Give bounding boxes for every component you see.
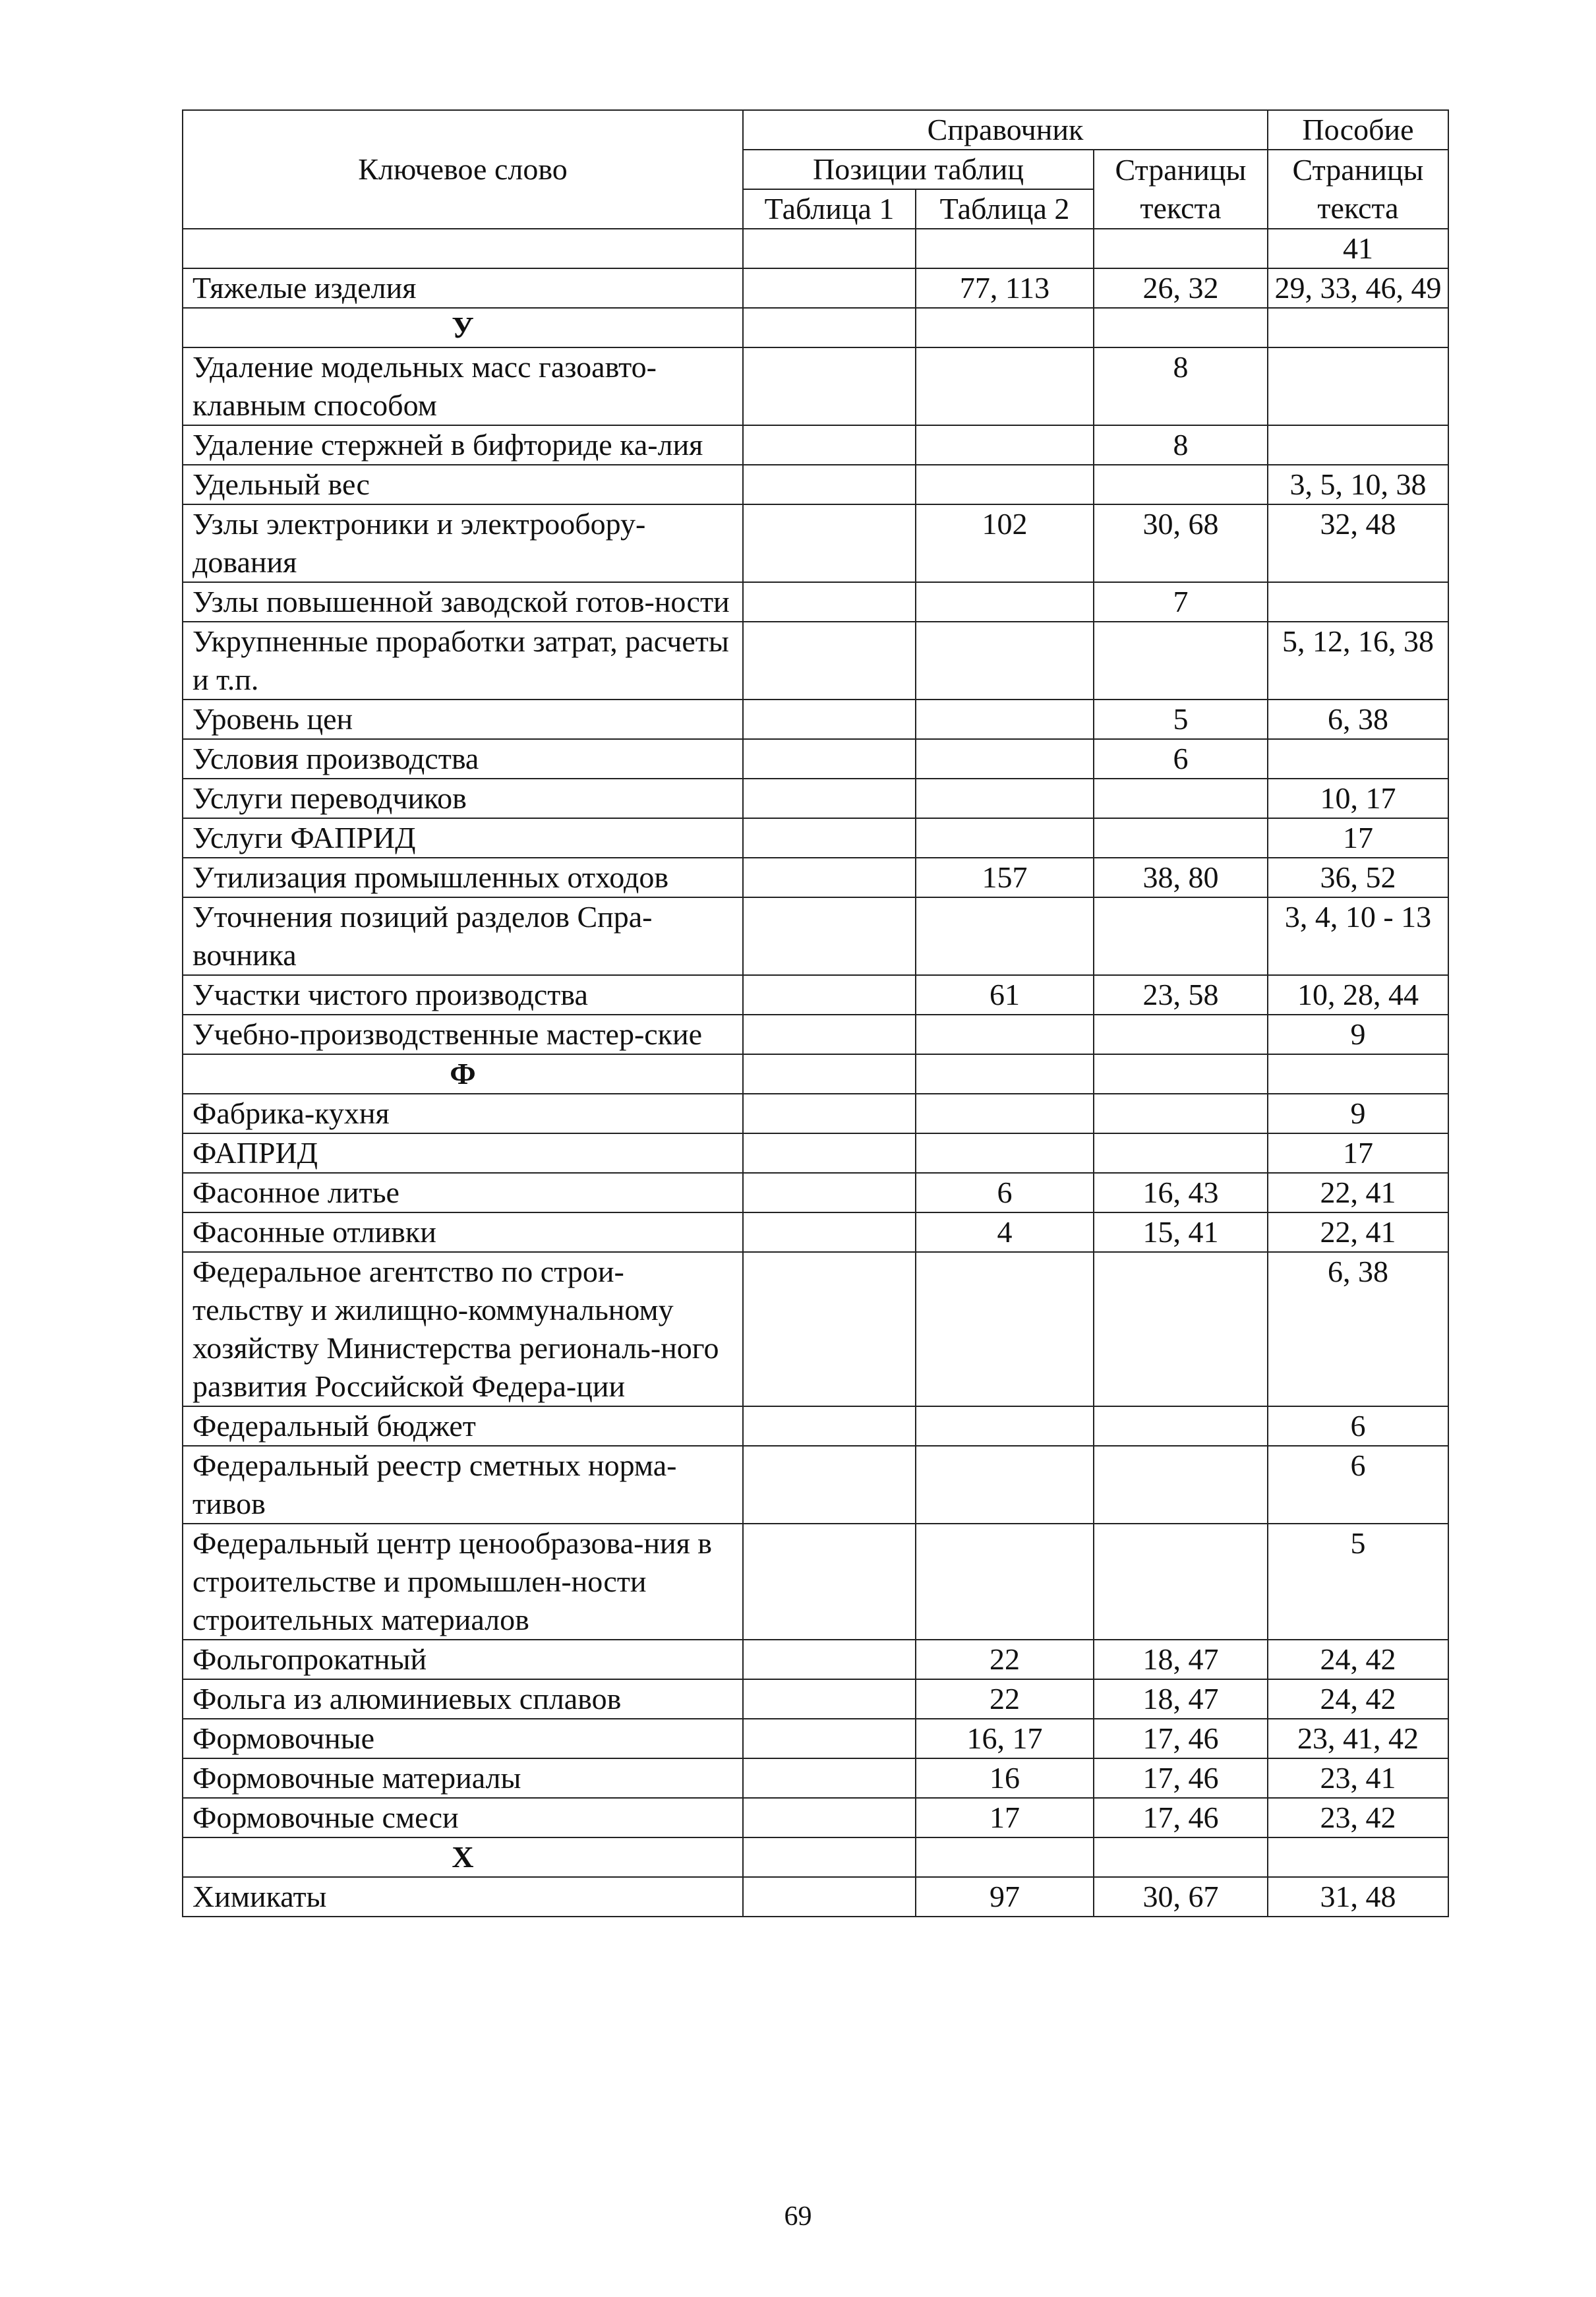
keyword-cell: Формовочные смеси xyxy=(183,1798,743,1837)
table2-cell xyxy=(916,425,1094,465)
table-row xyxy=(183,700,1448,739)
table-row xyxy=(183,622,1448,700)
keyword-cell: Фольгопрокатный xyxy=(183,1640,743,1679)
keyword-cell: Узлы электроники и электрообору-дования xyxy=(183,504,743,582)
ref-pages-cell xyxy=(1094,1094,1268,1133)
table1-cell xyxy=(743,1406,916,1446)
table-row xyxy=(183,582,1448,622)
manual-pages-cell: 41 xyxy=(1268,229,1448,268)
table-row xyxy=(183,229,1448,268)
manual-pages-cell: 22, 41 xyxy=(1268,1212,1448,1252)
ref-pages-cell xyxy=(1094,818,1268,858)
table2-cell xyxy=(916,582,1094,622)
manual-pages-cell xyxy=(1268,425,1448,465)
keyword-cell: Ф xyxy=(183,1054,743,1094)
index-table xyxy=(182,109,1449,1917)
table-row xyxy=(183,897,1448,975)
table1-cell xyxy=(743,1133,916,1173)
keyword-cell: Х xyxy=(183,1837,743,1877)
table2-cell: 102 xyxy=(916,504,1094,582)
ref-pages-cell: 23, 58 xyxy=(1094,975,1268,1015)
keyword-cell: Удаление модельных масс газоавто-клавным способом xyxy=(183,347,743,425)
table2-cell xyxy=(916,465,1094,504)
table-row xyxy=(183,1173,1448,1212)
table1-cell xyxy=(743,1252,916,1406)
table2-cell xyxy=(916,1837,1094,1877)
table2-cell: 17 xyxy=(916,1798,1094,1837)
table-row xyxy=(183,1446,1448,1524)
keyword-cell: Тяжелые изделия xyxy=(183,268,743,308)
header-manual-pages: Страницы текста xyxy=(1268,150,1448,229)
table2-cell xyxy=(916,622,1094,700)
table1-cell xyxy=(743,504,916,582)
table2-cell: 61 xyxy=(916,975,1094,1015)
manual-pages-cell: 10, 28, 44 xyxy=(1268,975,1448,1015)
ref-pages-cell xyxy=(1094,1446,1268,1524)
table2-cell xyxy=(916,1054,1094,1094)
ref-pages-cell xyxy=(1094,1133,1268,1173)
table2-cell: 6 xyxy=(916,1173,1094,1212)
ref-pages-cell: 16, 43 xyxy=(1094,1173,1268,1212)
keyword-cell: Фасонные отливки xyxy=(183,1212,743,1252)
table1-cell xyxy=(743,308,916,347)
manual-pages-cell xyxy=(1268,1837,1448,1877)
table1-cell xyxy=(743,1758,916,1798)
manual-pages-cell: 5, 12, 16, 38 xyxy=(1268,622,1448,700)
keyword-cell: Формовочные материалы xyxy=(183,1758,743,1798)
keyword-cell: Фасонное литье xyxy=(183,1173,743,1212)
manual-pages-cell: 6, 38 xyxy=(1268,700,1448,739)
manual-pages-cell: 17 xyxy=(1268,1133,1448,1173)
table-row xyxy=(183,1758,1448,1798)
table2-cell xyxy=(916,1094,1094,1133)
keyword-cell: Услуги переводчиков xyxy=(183,779,743,818)
table-row xyxy=(183,465,1448,504)
keyword-cell: Федеральный бюджет xyxy=(183,1406,743,1446)
table2-cell xyxy=(916,308,1094,347)
ref-pages-cell xyxy=(1094,1406,1268,1446)
header-table2: Таблица 2 xyxy=(916,189,1094,229)
ref-pages-cell: 7 xyxy=(1094,582,1268,622)
table2-cell xyxy=(916,1133,1094,1173)
keyword-cell: Учебно-производственные мастер-ские xyxy=(183,1015,743,1054)
manual-pages-cell: 17 xyxy=(1268,818,1448,858)
table1-cell xyxy=(743,779,916,818)
manual-pages-cell xyxy=(1268,739,1448,779)
keyword-cell: Уточнения позиций разделов Спра-вочника xyxy=(183,897,743,975)
page-number: 69 xyxy=(784,2201,812,2232)
keyword-cell: Уровень цен xyxy=(183,700,743,739)
manual-pages-cell xyxy=(1268,1054,1448,1094)
manual-pages-cell: 23, 41, 42 xyxy=(1268,1719,1448,1758)
table2-cell xyxy=(916,897,1094,975)
ref-pages-cell: 18, 47 xyxy=(1094,1640,1268,1679)
table-row xyxy=(183,1094,1448,1133)
keyword-cell: Удельный вес xyxy=(183,465,743,504)
header-reference: Справочник xyxy=(743,110,1268,150)
table1-cell xyxy=(743,229,916,268)
table1-cell xyxy=(743,1877,916,1917)
keyword-cell: Формовочные xyxy=(183,1719,743,1758)
table-row xyxy=(183,1877,1448,1917)
ref-pages-cell xyxy=(1094,1054,1268,1094)
keyword-cell: Федеральное агентство по строи-тельству и жилищно-коммунальному хозяйству Министерства региональ-ного развития Российской Федера-ции xyxy=(183,1252,743,1406)
manual-pages-cell: 23, 41 xyxy=(1268,1758,1448,1798)
manual-pages-cell: 24, 42 xyxy=(1268,1679,1448,1719)
ref-pages-cell xyxy=(1094,897,1268,975)
header-keyword: Ключевое слово xyxy=(183,110,743,229)
header-manual: Пособие xyxy=(1268,110,1448,150)
table1-cell xyxy=(743,425,916,465)
table1-cell xyxy=(743,1212,916,1252)
table1-cell xyxy=(743,1837,916,1877)
ref-pages-cell: 18, 47 xyxy=(1094,1679,1268,1719)
table1-cell xyxy=(743,739,916,779)
table2-cell xyxy=(916,1015,1094,1054)
manual-pages-cell: 32, 48 xyxy=(1268,504,1448,582)
table1-cell xyxy=(743,1679,916,1719)
table1-cell xyxy=(743,347,916,425)
section-letter-row xyxy=(183,1837,1448,1877)
table1-cell xyxy=(743,465,916,504)
table1-cell xyxy=(743,268,916,308)
table1-cell xyxy=(743,582,916,622)
table2-cell: 97 xyxy=(916,1877,1094,1917)
manual-pages-cell: 3, 4, 10 - 13 xyxy=(1268,897,1448,975)
keyword-cell: У xyxy=(183,308,743,347)
table-row xyxy=(183,1798,1448,1837)
table1-cell xyxy=(743,1054,916,1094)
keyword-cell: Укрупненные проработки затрат, расчеты и т.п. xyxy=(183,622,743,700)
table1-cell xyxy=(743,1015,916,1054)
ref-pages-cell xyxy=(1094,1015,1268,1054)
table2-cell: 4 xyxy=(916,1212,1094,1252)
table1-cell xyxy=(743,622,916,700)
table2-cell: 16, 17 xyxy=(916,1719,1094,1758)
table2-cell: 22 xyxy=(916,1679,1094,1719)
manual-pages-cell xyxy=(1268,308,1448,347)
keyword-cell: Химикаты xyxy=(183,1877,743,1917)
table-row xyxy=(183,975,1448,1015)
keyword-cell: Участки чистого производства xyxy=(183,975,743,1015)
table1-cell xyxy=(743,700,916,739)
ref-pages-cell: 17, 46 xyxy=(1094,1798,1268,1837)
manual-pages-cell: 5 xyxy=(1268,1524,1448,1640)
ref-pages-cell: 30, 67 xyxy=(1094,1877,1268,1917)
table-row xyxy=(183,425,1448,465)
keyword-cell: Условия производства xyxy=(183,739,743,779)
keyword-cell: Федеральный центр ценообразова-ния в строительстве и промышлен-ности строительных материалов xyxy=(183,1524,743,1640)
table2-cell xyxy=(916,700,1094,739)
manual-pages-cell: 10, 17 xyxy=(1268,779,1448,818)
ref-pages-cell xyxy=(1094,465,1268,504)
manual-pages-cell: 24, 42 xyxy=(1268,1640,1448,1679)
table-row xyxy=(183,1640,1448,1679)
manual-pages-cell: 31, 48 xyxy=(1268,1877,1448,1917)
ref-pages-cell: 17, 46 xyxy=(1094,1719,1268,1758)
table1-cell xyxy=(743,975,916,1015)
header-table1: Таблица 1 xyxy=(743,189,916,229)
table2-cell xyxy=(916,1446,1094,1524)
table-row xyxy=(183,1719,1448,1758)
header-ref-pages: Страницы текста xyxy=(1094,150,1268,229)
ref-pages-cell xyxy=(1094,1252,1268,1406)
keyword-cell: Фабрика-кухня xyxy=(183,1094,743,1133)
keyword-cell: Утилизация промышленных отходов xyxy=(183,858,743,897)
table2-cell xyxy=(916,739,1094,779)
ref-pages-cell xyxy=(1094,1837,1268,1877)
table2-cell xyxy=(916,818,1094,858)
table1-cell xyxy=(743,1094,916,1133)
table-body xyxy=(183,229,1448,1917)
manual-pages-cell: 29, 33, 46, 49 xyxy=(1268,268,1448,308)
keyword-cell: Услуги ФАПРИД xyxy=(183,818,743,858)
table-row xyxy=(183,858,1448,897)
table1-cell xyxy=(743,818,916,858)
manual-pages-cell: 23, 42 xyxy=(1268,1798,1448,1837)
keyword-cell: Фольга из алюминиевых сплавов xyxy=(183,1679,743,1719)
table-row xyxy=(183,268,1448,308)
table2-cell xyxy=(916,1524,1094,1640)
ref-pages-cell: 26, 32 xyxy=(1094,268,1268,308)
keyword-cell xyxy=(183,229,743,268)
manual-pages-cell: 9 xyxy=(1268,1094,1448,1133)
ref-pages-cell: 8 xyxy=(1094,347,1268,425)
table1-cell xyxy=(743,858,916,897)
header-table-positions: Позиции таблиц xyxy=(743,150,1094,189)
table1-cell xyxy=(743,1798,916,1837)
manual-pages-cell xyxy=(1268,582,1448,622)
table-row xyxy=(183,1679,1448,1719)
manual-pages-cell xyxy=(1268,347,1448,425)
manual-pages-cell: 36, 52 xyxy=(1268,858,1448,897)
table1-cell xyxy=(743,1173,916,1212)
ref-pages-cell xyxy=(1094,308,1268,347)
manual-pages-cell: 6 xyxy=(1268,1406,1448,1446)
ref-pages-cell: 15, 41 xyxy=(1094,1212,1268,1252)
table-row xyxy=(183,1133,1448,1173)
ref-pages-cell xyxy=(1094,229,1268,268)
ref-pages-cell xyxy=(1094,1524,1268,1640)
table2-cell xyxy=(916,229,1094,268)
ref-pages-cell: 17, 46 xyxy=(1094,1758,1268,1798)
table2-cell: 16 xyxy=(916,1758,1094,1798)
table2-cell: 157 xyxy=(916,858,1094,897)
table2-cell xyxy=(916,1406,1094,1446)
table1-cell xyxy=(743,897,916,975)
table-row xyxy=(183,1212,1448,1252)
manual-pages-cell: 22, 41 xyxy=(1268,1173,1448,1212)
ref-pages-cell: 38, 80 xyxy=(1094,858,1268,897)
table2-cell: 77, 113 xyxy=(916,268,1094,308)
manual-pages-cell: 3, 5, 10, 38 xyxy=(1268,465,1448,504)
table2-cell xyxy=(916,1252,1094,1406)
table1-cell xyxy=(743,1524,916,1640)
manual-pages-cell: 6, 38 xyxy=(1268,1252,1448,1406)
table1-cell xyxy=(743,1640,916,1679)
table-row xyxy=(183,347,1448,425)
table1-cell xyxy=(743,1446,916,1524)
table-row xyxy=(183,739,1448,779)
table2-cell: 22 xyxy=(916,1640,1094,1679)
manual-pages-cell: 6 xyxy=(1268,1446,1448,1524)
table2-cell xyxy=(916,779,1094,818)
table-row xyxy=(183,1406,1448,1446)
ref-pages-cell xyxy=(1094,779,1268,818)
keyword-cell: Удаление стержней в бифториде ка-лия xyxy=(183,425,743,465)
keyword-cell: Федеральный реестр сметных норма-тивов xyxy=(183,1446,743,1524)
keyword-cell: ФАПРИД xyxy=(183,1133,743,1173)
section-letter-row xyxy=(183,308,1448,347)
ref-pages-cell: 8 xyxy=(1094,425,1268,465)
table-row xyxy=(183,1015,1448,1054)
table-row xyxy=(183,1524,1448,1640)
table-row xyxy=(183,1252,1448,1406)
ref-pages-cell: 30, 68 xyxy=(1094,504,1268,582)
table-row xyxy=(183,779,1448,818)
ref-pages-cell: 5 xyxy=(1094,700,1268,739)
manual-pages-cell: 9 xyxy=(1268,1015,1448,1054)
keyword-cell: Узлы повышенной заводской готов-ности xyxy=(183,582,743,622)
table-row xyxy=(183,504,1448,582)
table-row xyxy=(183,818,1448,858)
section-letter-row xyxy=(183,1054,1448,1094)
ref-pages-cell xyxy=(1094,622,1268,700)
ref-pages-cell: 6 xyxy=(1094,739,1268,779)
table1-cell xyxy=(743,1719,916,1758)
table2-cell xyxy=(916,347,1094,425)
